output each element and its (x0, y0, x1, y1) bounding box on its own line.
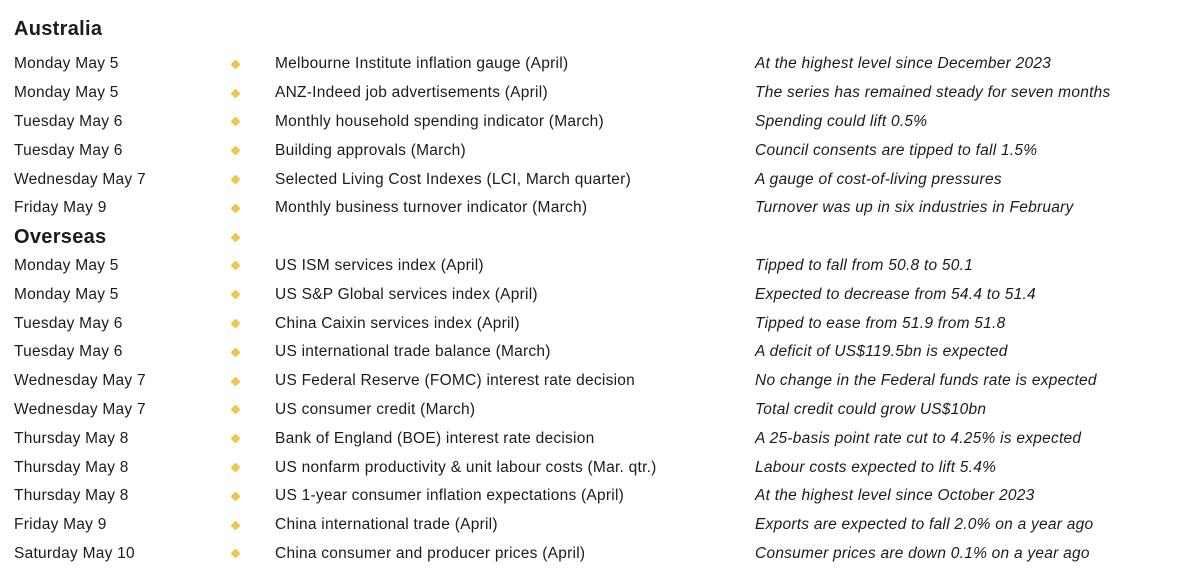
bullet-cell (220, 378, 275, 385)
calendar-row (0, 511, 1192, 540)
calendar-row (0, 79, 1192, 108)
section-heading-row (0, 223, 1192, 252)
diamond-bullet-icon (231, 232, 241, 242)
event-date: Monday May 5 (14, 256, 119, 274)
calendar-row (0, 165, 1192, 194)
event-comment: Spending could lift 0.5% (755, 112, 928, 130)
calendar-row (0, 367, 1192, 396)
bullet-cell (220, 522, 275, 529)
event-date: Tuesday May 6 (14, 141, 123, 159)
calendar-row (0, 424, 1192, 453)
event-comment: Tipped to ease from 51.9 from 51.8 (755, 314, 1006, 332)
diamond-bullet-icon (231, 117, 241, 127)
bullet-cell (220, 90, 275, 97)
diamond-bullet-icon (231, 203, 241, 213)
diamond-bullet-icon (231, 59, 241, 69)
calendar-row (0, 280, 1192, 309)
bullet-cell (220, 550, 275, 557)
event-title: US ISM services index (April) (275, 256, 484, 274)
bullet-cell (220, 406, 275, 413)
bullet-cell (220, 234, 275, 241)
diamond-bullet-icon (231, 175, 241, 185)
diamond-bullet-icon (231, 463, 241, 473)
event-date: Friday May 9 (14, 516, 107, 534)
section-heading: Australia (14, 17, 103, 40)
event-title: Monthly business turnover indicator (March) (275, 199, 588, 217)
event-date: Tuesday May 6 (14, 112, 123, 130)
bullet-cell (220, 493, 275, 500)
section-heading: Overseas (14, 225, 107, 248)
event-date: Saturday May 10 (14, 544, 135, 562)
calendar-row (0, 453, 1192, 482)
event-date: Monday May 5 (14, 55, 119, 73)
event-comment: At the highest level since October 2023 (755, 487, 1035, 505)
event-comment: Expected to decrease from 54.4 to 51.4 (755, 285, 1036, 303)
diamond-bullet-icon (231, 347, 241, 357)
calendar-row (0, 50, 1192, 79)
diamond-bullet-icon (231, 491, 241, 501)
event-comment: Consumer prices are down 0.1% on a year ago (755, 544, 1090, 562)
calendar-row (0, 338, 1192, 367)
event-title: Melbourne Institute inflation gauge (April) (275, 55, 569, 73)
diamond-bullet-icon (231, 290, 241, 300)
event-title: Monthly household spending indicator (March) (275, 112, 604, 130)
event-title: Selected Living Cost Indexes (LCI, March quarter) (275, 170, 631, 188)
event-comment: The series has remained steady for seven months (755, 84, 1111, 102)
event-title: US Federal Reserve (FOMC) interest rate decision (275, 372, 636, 390)
event-date: Friday May 9 (14, 199, 107, 217)
bullet-cell (220, 61, 275, 68)
calendar-row (0, 136, 1192, 165)
bullet-cell (220, 435, 275, 442)
calendar-row (0, 309, 1192, 338)
event-comment: Exports are expected to fall 2.0% on a year ago (755, 516, 1094, 534)
event-comment: At the highest level since December 2023 (755, 55, 1052, 73)
event-title: China international trade (April) (275, 516, 498, 534)
calendar-row (0, 194, 1192, 223)
calendar-row (0, 108, 1192, 137)
event-date: Monday May 5 (14, 84, 119, 102)
calendar-row (0, 396, 1192, 425)
event-title: Bank of England (BOE) interest rate decision (275, 429, 595, 447)
diamond-bullet-icon (231, 405, 241, 415)
event-date: Monday May 5 (14, 285, 119, 303)
event-date: Wednesday May 7 (14, 170, 146, 188)
bullet-cell (220, 176, 275, 183)
diamond-bullet-icon (231, 376, 241, 386)
bullet-cell (220, 349, 275, 356)
bullet-cell (220, 262, 275, 269)
event-title: US 1-year consumer inflation expectations (April) (275, 487, 625, 505)
event-date: Thursday May 8 (14, 458, 129, 476)
event-date: Thursday May 8 (14, 487, 129, 505)
section-heading-row (0, 8, 1192, 50)
event-comment: Labour costs expected to lift 5.4% (755, 458, 997, 476)
bullet-cell (220, 147, 275, 154)
event-title: China consumer and producer prices (April) (275, 544, 586, 562)
bullet-cell (220, 320, 275, 327)
event-title: US S&P Global services index (April) (275, 285, 538, 303)
event-comment: Council consents are tipped to fall 1.5% (755, 141, 1038, 159)
calendar-row (0, 482, 1192, 511)
diamond-bullet-icon (231, 434, 241, 444)
diamond-bullet-icon (231, 146, 241, 156)
diamond-bullet-icon (231, 319, 241, 329)
event-title: Building approvals (March) (275, 141, 466, 159)
event-title: ANZ-Indeed job advertisements (April) (275, 84, 548, 102)
bullet-cell (220, 464, 275, 471)
event-date: Wednesday May 7 (14, 372, 146, 390)
event-title: China Caixin services index (April) (275, 314, 520, 332)
event-date: Thursday May 8 (14, 429, 129, 447)
diamond-bullet-icon (231, 88, 241, 98)
event-comment: A gauge of cost-of-living pressures (755, 170, 1002, 188)
diamond-bullet-icon (231, 261, 241, 271)
event-title: US international trade balance (March) (275, 343, 551, 361)
bullet-cell (220, 205, 275, 212)
event-title: US nonfarm productivity & unit labour costs (Mar. qtr.) (275, 458, 657, 476)
event-comment: Tipped to fall from 50.8 to 50.1 (755, 256, 974, 274)
bullet-cell (220, 291, 275, 298)
bullet-cell (220, 118, 275, 125)
event-comment: No change in the Federal funds rate is expected (755, 372, 1097, 390)
event-comment: A deficit of US$119.5bn is expected (755, 343, 1008, 361)
event-comment: Total credit could grow US$10bn (755, 400, 987, 418)
event-comment: Turnover was up in six industries in February (755, 199, 1074, 217)
diamond-bullet-icon (231, 549, 241, 559)
calendar-row (0, 252, 1192, 281)
diamond-bullet-icon (231, 520, 241, 530)
event-comment: A 25-basis point rate cut to 4.25% is expected (755, 429, 1082, 447)
event-date: Wednesday May 7 (14, 400, 146, 418)
calendar-row (0, 540, 1192, 569)
event-date: Tuesday May 6 (14, 343, 123, 361)
event-title: US consumer credit (March) (275, 400, 476, 418)
event-date: Tuesday May 6 (14, 314, 123, 332)
